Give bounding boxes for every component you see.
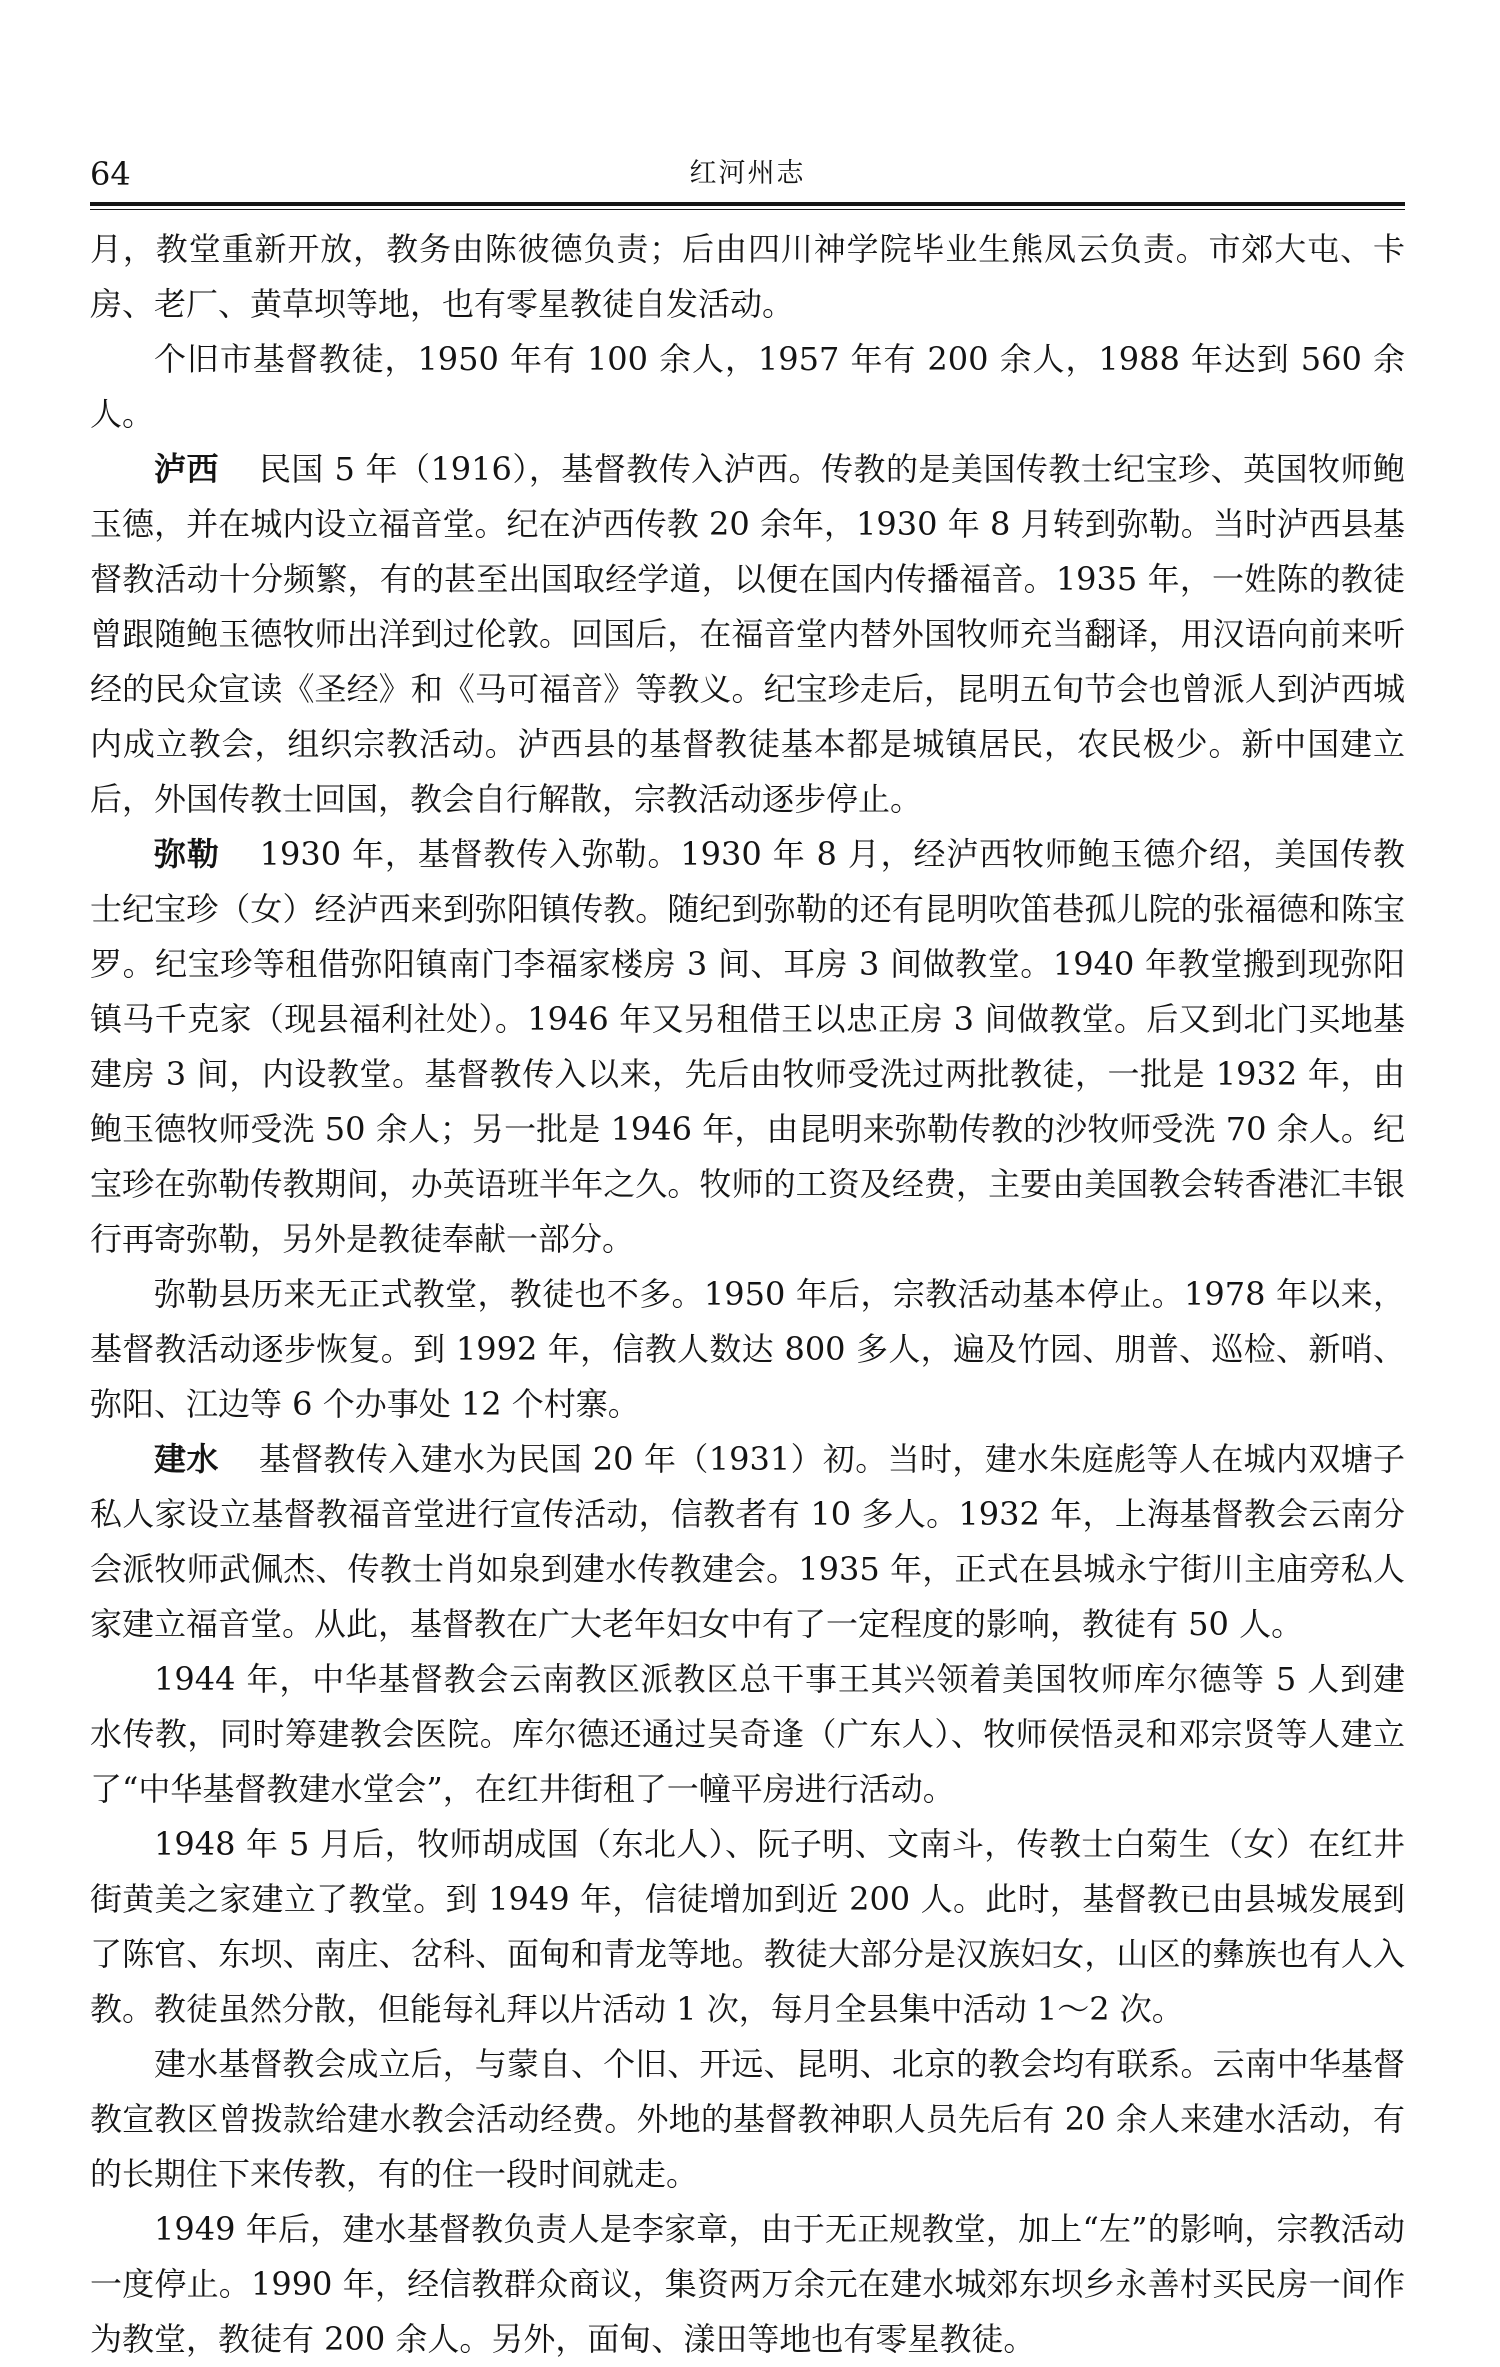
paragraph xyxy=(90,1267,1405,1432)
paragraph-text: 月，教堂重新开放，教务由陈彼德负责；后由四川神学院毕业生熊凤云负责。市郊大屯、卡房、老厂、黄草坝等地，也有零星教徒自发活动。 xyxy=(90,230,1405,323)
place-heading: 弥勒 xyxy=(154,835,220,873)
section-paragraph-jianshui xyxy=(90,1432,1405,1652)
paragraph-text: 建水基督教会成立后，与蒙自、个旧、开远、昆明、北京的教会均有联系。云南中华基督教宣教区曾拨款给建水教会活动经费。外地的基督教神职人员先后有 20 余人来建水活动，有的长期住下来传教，有的住一段时间就走。 xyxy=(90,2045,1405,2193)
paragraph-text: 基督教传入建水为民国 20 年（1931）初。当时，建水朱庭彪等人在城内双塘子私人家设立基督教福音堂进行宣传活动，信教者有 10 多人。1932 年，上海基督教会云南分会派牧师武佩杰、传教士肖如泉到建水传教建会。1935 年，正式在县城永宁街川主庙旁私人家建立福音堂。从此，基督教在广大老年妇女中有了一定程度的影响，教徒有 50 人。 xyxy=(90,1440,1405,1643)
paragraph-text: 个旧市基督教徒，1950 年有 100 余人，1957 年有 200 余人，1988 年达到 560 余人。 xyxy=(90,340,1405,433)
paragraph-text: 1949 年后，建水基督教负责人是李家章，由于无正规教堂，加上“左”的影响，宗教活动一度停止。1990 年，经信教群众商议，集资两万余元在建水城郊东坝乡永善村买民房一间作为教堂，教徒有 200 余人。另外，面甸、漾田等地也有零星教徒。 xyxy=(90,2210,1405,2358)
paragraph xyxy=(90,2202,1405,2367)
paragraph-text: 弥勒县历来无正式教堂，教徒也不多。1950 年后，宗教活动基本停止。1978 年以来，基督教活动逐步恢复。到 1992 年，信教人数达 800 多人，遍及竹园、朋普、巡检、新哨、弥阳、江边等 6 个办事处 12 个村寨。 xyxy=(90,1275,1405,1423)
page-number: 64 xyxy=(90,155,131,193)
section-paragraph-mile xyxy=(90,827,1405,1267)
running-title: 红河州志 xyxy=(689,158,806,189)
place-heading: 建水 xyxy=(154,1440,219,1478)
place-heading: 泸西 xyxy=(154,450,219,488)
paragraph xyxy=(90,2037,1405,2202)
paragraph xyxy=(90,332,1405,442)
book-page xyxy=(90,140,1405,2367)
paragraph-text: 1930 年，基督教传入弥勒。1930 年 8 月，经泸西牧师鲍玉德介绍，美国传教士纪宝珍（女）经泸西来到弥阳镇传教。随纪到弥勒的还有昆明吹笛巷孤儿院的张福德和陈宝罗。纪宝珍等租借弥阳镇南门李福家楼房 3 间、耳房 3 间做教堂。1940 年教堂搬到现弥阳镇马千克家（现县福利社处）。1946 年又另租借王以忠正房 3 间做教堂。后又到北门买地基建房 3 间，内设教堂。基督教传入以来，先后由牧师受洗过两批教徒，一批是 1932 年，由鲍玉德牧师受洗 50 余人；另一批是 1946 年，由昆明来弥勒传教的沙牧师受洗 70 余人。纪宝珍在弥勒传教期间，办英语班半年之久。牧师的工资及经费，主要由美国教会转香港汇丰银行再寄弥勒，另外是教徒奉献一部分。 xyxy=(90,835,1405,1258)
paragraph xyxy=(90,1652,1405,1817)
paragraph-text: 1944 年，中华基督教会云南教区派教区总干事王其兴领着美国牧师库尔德等 5 人到建水传教，同时筹建教会医院。库尔德还通过吴奇逢（广东人）、牧师侯悟灵和邓宗贤等人建立了“中华基督教建水堂会”，在红井街租了一幢平房进行活动。 xyxy=(90,1660,1405,1808)
paragraph-text: 1948 年 5 月后，牧师胡成国（东北人）、阮子明、文南斗，传教士白菊生（女）在红井街黄美之家建立了教堂。到 1949 年，信徒增加到近 200 人。此时，基督教已由县城发展到了陈官、东坝、南庄、岔科、面甸和青龙等地。教徒大部分是汉族妇女，山区的彝族也有人入教。教徒虽然分散，但能每礼拜以片活动 1 次，每月全县集中活动 1～2 次。 xyxy=(90,1825,1405,2028)
header-rule-thin xyxy=(90,209,1405,210)
body-text xyxy=(90,222,1405,2367)
paragraph-continuation xyxy=(90,222,1405,332)
header-rule-thick xyxy=(90,202,1405,206)
page-header xyxy=(90,140,1405,196)
section-paragraph-luxi xyxy=(90,442,1405,827)
paragraph-text: 民国 5 年（1916），基督教传入泸西。传教的是美国传教士纪宝珍、英国牧师鲍玉德，并在城内设立福音堂。纪在泸西传教 20 余年，1930 年 8 月转到弥勒。当时泸西县基督教活动十分频繁，有的甚至出国取经学道，以便在国内传播福音。1935 年，一姓陈的教徒曾跟随鲍玉德牧师出洋到过伦敦。回国后，在福音堂内替外国牧师充当翻译，用汉语向前来听经的民众宣读《圣经》和《马可福音》等教义。纪宝珍走后，昆明五旬节会也曾派人到泸西城内成立教会，组织宗教活动。泸西县的基督教徒基本都是城镇居民，农民极少。新中国建立后，外国传教士回国，教会自行解散，宗教活动逐步停止。 xyxy=(90,450,1405,818)
paragraph xyxy=(90,1817,1405,2037)
